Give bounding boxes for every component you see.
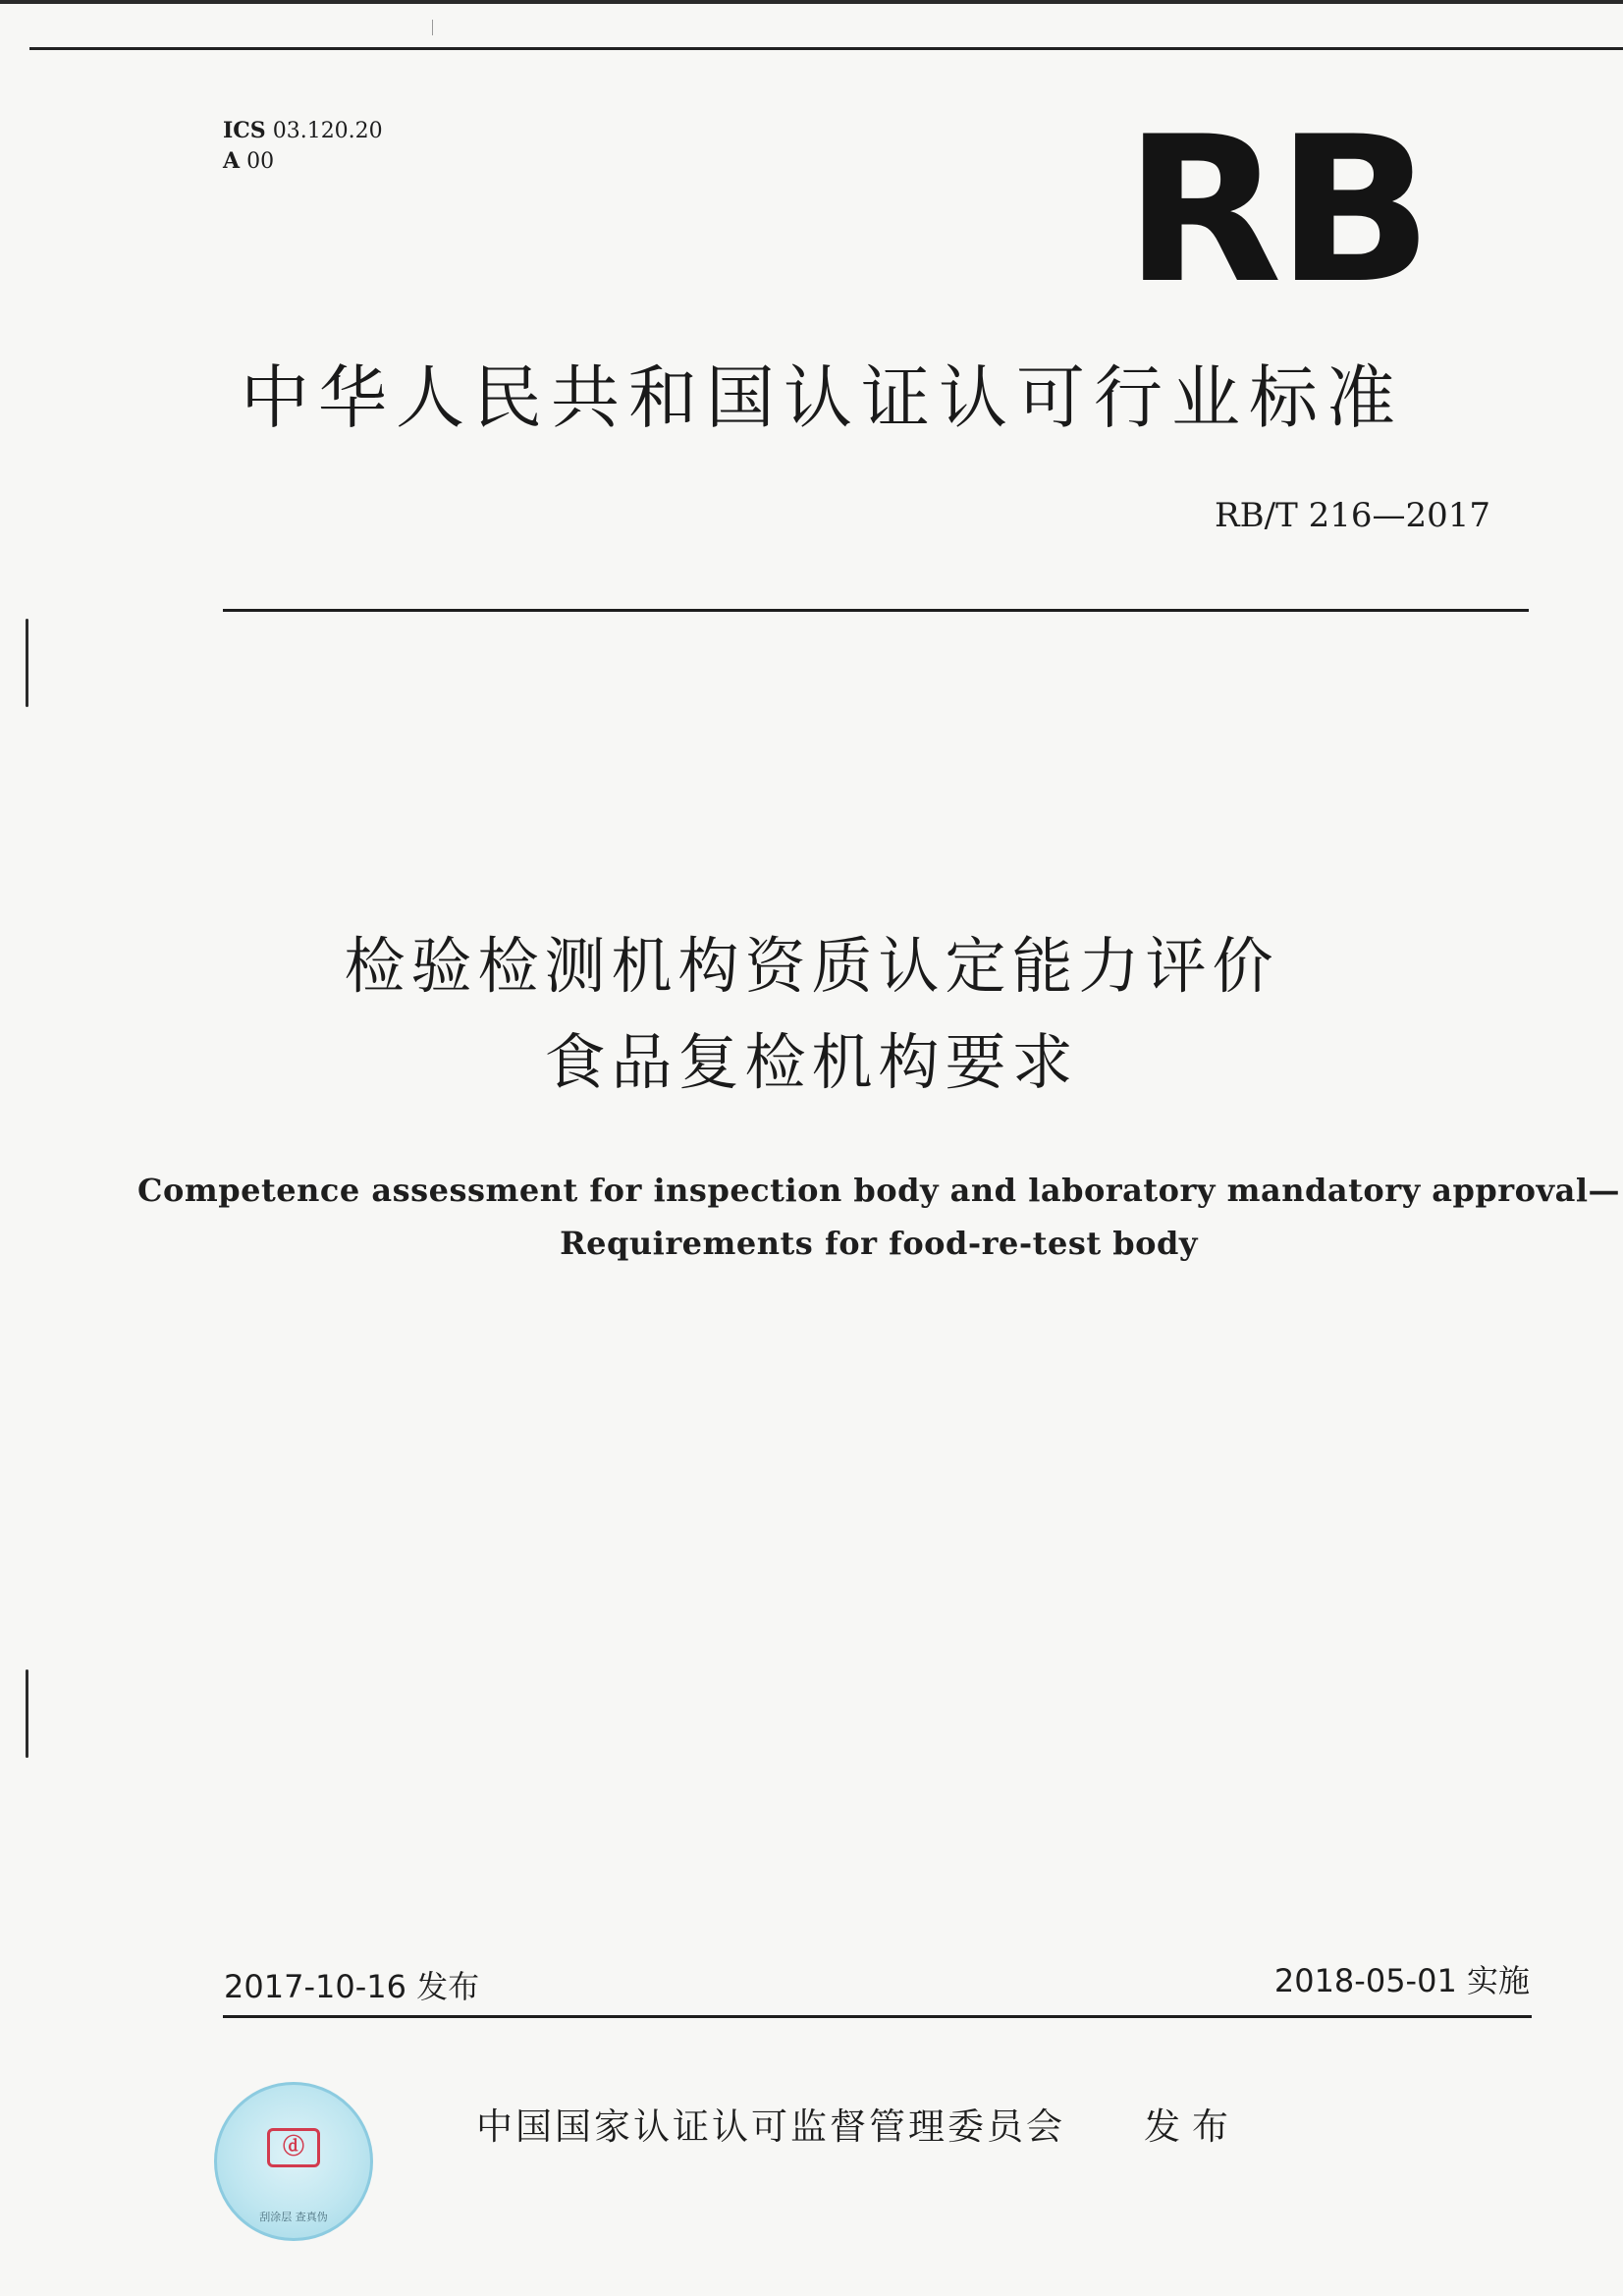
standard-category-title: 中华人民共和国认证认可行业标准 [241,357,1404,438]
binding-mark-upper [26,619,28,707]
top-rule [29,47,1623,50]
anti-counterfeit-seal [214,2082,373,2241]
english-title [0,1164,1623,1270]
english-title-line2: Requirements for food-re-test body [560,1225,1198,1262]
standard-number: RB/T 216—2017 [1215,496,1490,535]
chinese-title [0,918,1623,1111]
header-rule [223,609,1529,612]
issue-date: 2017-10-16 发布 [224,1968,480,2005]
ics-line [223,116,383,146]
implementation-date: 2018-05-01 实施 [1273,1962,1530,1999]
class-label: A [223,148,241,174]
chinese-title-line2: 食品复检机构要求 [544,1026,1079,1098]
class-code: 00 [246,149,275,174]
publisher-line [476,2097,1240,2150]
binding-mark-lower [26,1669,28,1758]
rb-logo: RB [1124,94,1428,328]
classification-block [223,116,383,177]
ics-label: ICS [223,118,266,143]
footer-rule [223,2015,1532,2018]
page-top-edge [0,0,1623,4]
publisher-name: 中国国家认证认可监督管理委员会 [476,2105,1065,2148]
english-title-line1: Competence assessment for inspection body and laboratory mandatory approval— [137,1172,1620,1209]
crop-tick [432,20,433,35]
chinese-title-line1: 检验检测机构资质认定能力评价 [344,930,1279,1002]
seal-caption: 刮涂层 查真伪 [259,2211,328,2223]
seal-inner [237,2103,351,2220]
seal-emblem-icon: ⓓ [267,2128,320,2167]
class-line [223,146,383,177]
ics-code: 03.120.20 [272,119,383,143]
publisher-action: 发布 [1144,2105,1240,2148]
